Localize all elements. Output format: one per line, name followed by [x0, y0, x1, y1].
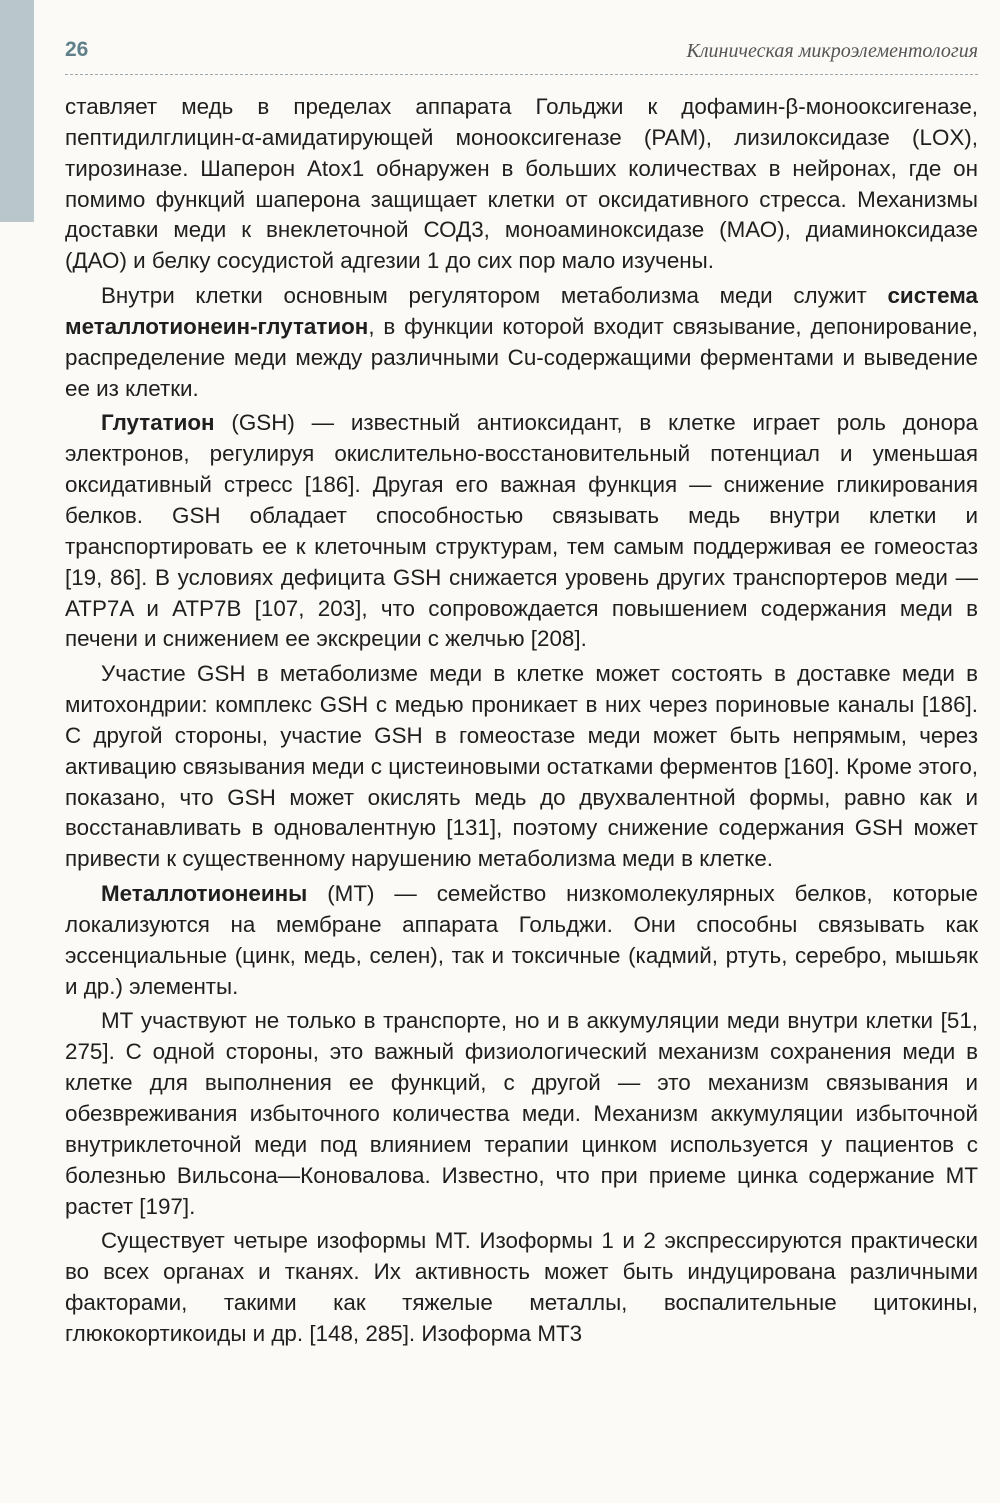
text-run: , в функции которой входит связывание, депонирование, распределение меди между различными Cu-содержащими ферментами и выведение ее из клетки.: [65, 313, 978, 401]
paragraph: [65, 408, 978, 655]
text-run: Участие GSH в метаболизме меди в клетке может состоять в доставке меди в митохондрии: комплекс GSH с медью проникает в них через пориновые каналы [186]. С другой стороны, участие GSH в гомеостазе меди может быть непрямым, через активацию связывания меди с цистеиновыми остатками ферментов [160]. Кроме этого, показано, что GSH может окислять медь до двухвалентной формы, равно как и восстанавливать в одновалентную [131], поэтому снижение содержания GSH может привести к существенному нарушению метаболизма меди в клетке.: [65, 661, 978, 872]
text-run: Существует четыре изоформы МТ. Изоформы 1 и 2 экспрессируются практически во всех органах и тканях. Их активность может быть индуцирована различными факторами, такими как тяжелые металлы, воспалительные цитокины, глюкокортикоиды и др. [148, 285]. Изоформа МТ3: [65, 1228, 978, 1346]
page-number: 26: [65, 38, 89, 61]
paragraph: [65, 659, 978, 875]
bold-term: Металлотионеины: [101, 881, 308, 907]
paragraph: [65, 281, 978, 404]
side-color-tab: [0, 0, 34, 222]
bold-term: система металлотионеин-глутатион: [65, 283, 978, 339]
body-text: [65, 92, 978, 1354]
paragraph: [65, 1226, 978, 1349]
text-run: (МТ) — семейство низкомолекулярных белков, которые локализуются на мембране аппарата Гольджи. Они способны связывать как эссенциальные (цинк, медь, селен), так и токсичные (кадмий, ртуть, серебро, мышьяк и др.) элементы.: [65, 881, 978, 999]
running-title: Клиническая микроэлементология: [686, 40, 978, 62]
page-header: [65, 38, 978, 72]
text-run: ставляет медь в пределах аппарата Гольджи к дофамин-β-монооксигеназе, пептидилглицин-α-амидатирующей монооксигеназе (PAM), лизилоксидазе (LOX), тирозиназе. Шаперон Atox1 обнаружен в больших количествах в нейронах, где он помимо функций шаперона защищает клетки от оксидативного стресса. Механизмы доставки меди к внеклеточной СОД3, моноаминоксидазе (МАО), диаминоксидазе (ДАО) и белку сосудистой адгезии 1 до сих пор мало изучены.: [65, 94, 978, 274]
bold-term: Глутатион: [101, 410, 215, 436]
text-run: Внутри клетки основным регулятором метаболизма меди служит: [101, 283, 888, 309]
paragraph: [65, 92, 978, 277]
header-divider: [65, 74, 978, 75]
text-run: МТ участвуют не только в транспорте, но и в аккумуляции меди внутри клетки [51, 275]. С одной стороны, это важный физиологический механизм сохранения меди в клетке для выполнения ее функций, с другой — это механизм связывания и обезвреживания избыточного количества меди. Механизм аккумуляции избыточной внутриклеточной меди под влиянием терапии цинком используется у пациентов с болезнью Вильсона—Коновалова. Известно, что при приеме цинка содержание МТ растет [197].: [65, 1008, 978, 1219]
paragraph: [65, 879, 978, 1002]
text-run: (GSH) — известный антиоксидант, в клетке играет роль донора электронов, регулируя окислительно-восстановительный потенциал и уменьшая оксидативный стресс [186]. Другая его важная функция — снижение гликирования белков. GSH обладает способностью связывать медь внутри клетки и транспортировать ее к клеточным структурам, тем самым поддерживая ее гомеостаз [19, 86]. В условиях дефицита GSH снижается уровень других транспортеров меди — ATP7A и ATP7B [107, 203], что сопровождается повышением содержания меди в печени и снижением ее экскреции с желчью [208].: [65, 410, 978, 652]
paragraph: [65, 1006, 978, 1222]
